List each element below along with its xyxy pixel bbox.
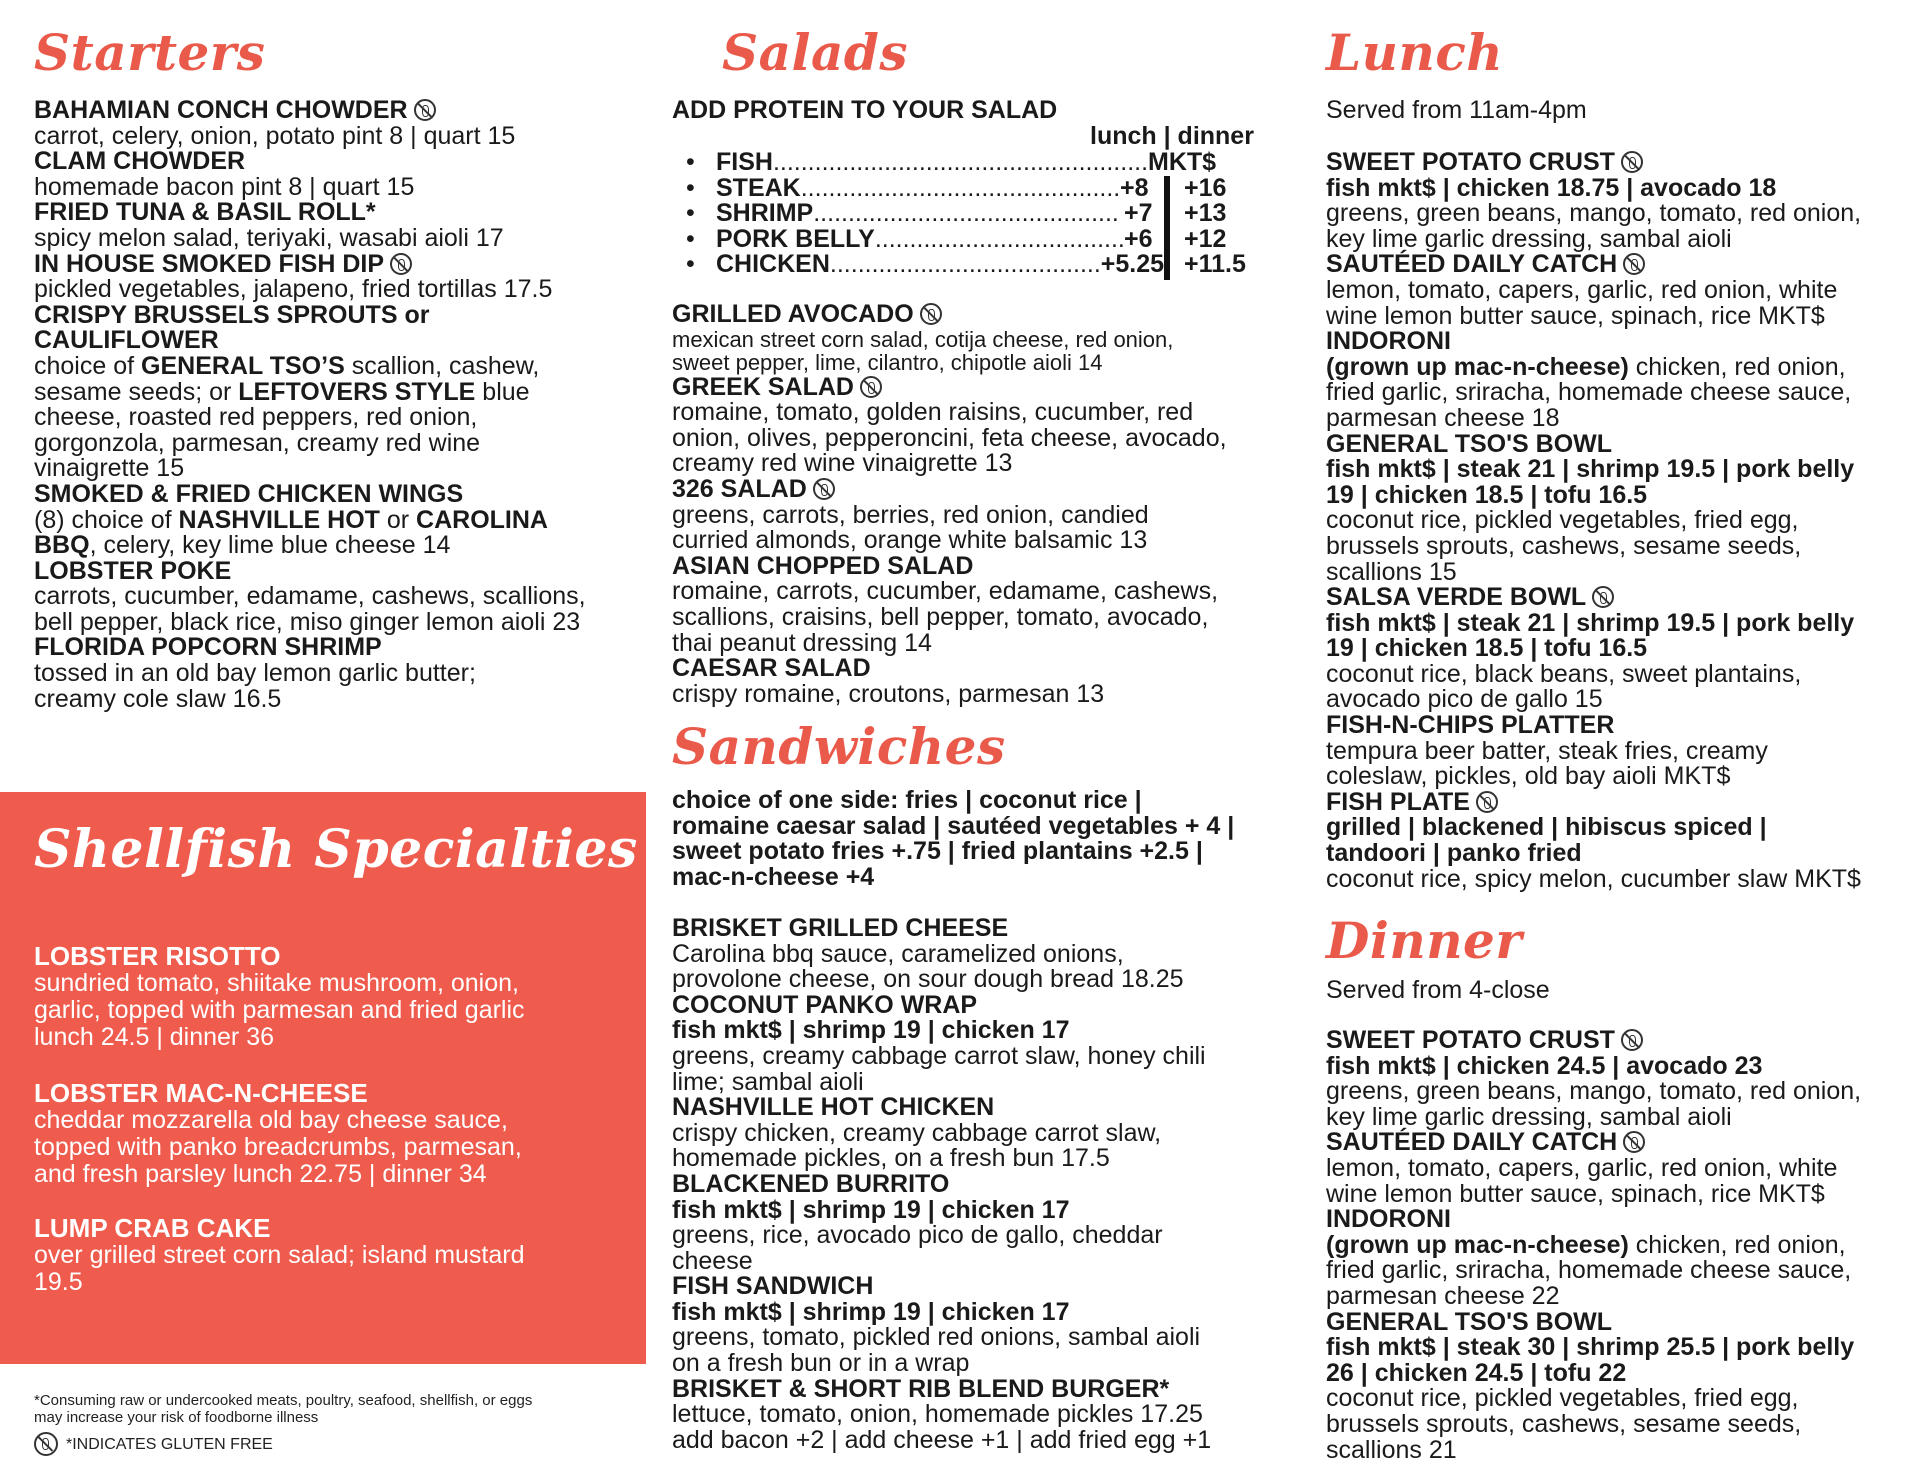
lunch-heading: Lunch	[1326, 23, 1504, 82]
menu-item-desc: romaine, tomato, golden raisins, cucumber, red	[672, 398, 1194, 427]
menu-item-desc: BBQ, celery, key lime blue cheese 14	[34, 531, 451, 560]
menu-item-desc: coconut rice, black beans, sweet plantains,	[1326, 659, 1802, 688]
menu-item-desc: greens, carrots, berries, red onion, candied	[672, 500, 1149, 529]
shellfish-item-desc: and fresh parsley lunch 22.75 | dinner 34	[34, 1160, 487, 1188]
menu-item-desc: greens, tomato, pickled red onions, sambal aioli	[672, 1323, 1201, 1352]
menu-item-desc: add bacon +2 | add cheese +1 | add fried egg +1	[672, 1425, 1212, 1454]
menu-item-desc: lettuce, tomato, onion, homemade pickles 17.25	[672, 1400, 1203, 1429]
menu-item-desc: coleslaw, pickles, old bay aioli MKT$	[1326, 762, 1731, 791]
menu-item-title: BRISKET GRILLED CHEESE	[672, 913, 1009, 942]
disclaimer-line: may increase your risk of foodborne illness	[34, 1409, 319, 1426]
shellfish-item-desc: sundried tomato, shiitake mushroom, onion,	[34, 969, 519, 997]
menu-item-desc: tempura beer batter, steak fries, creamy	[1326, 736, 1768, 765]
shellfish-item-desc: topped with panko breadcrumbs, parmesan,	[34, 1133, 522, 1161]
shellfish-item	[34, 942, 624, 1051]
menu-item-desc: homemade bacon pint 8 | quart 15	[34, 172, 415, 201]
sides-note: mac-n-cheese +4	[672, 862, 875, 891]
menu-item-desc: greens, rice, avocado pico de gallo, cheddar	[672, 1221, 1163, 1250]
protein-row: • PORK BELLY.................................... +6 +12	[672, 227, 1272, 253]
menu-item-desc: homemade pickles, on a fresh bun 17.5	[672, 1144, 1110, 1173]
menu-item-desc: lime; sambal aioli	[672, 1067, 864, 1096]
menu-item-desc: scallions, craisins, bell pepper, tomato, avocado,	[672, 602, 1209, 631]
gluten-free-icon	[1592, 586, 1614, 608]
gluten-free-icon	[414, 99, 436, 121]
menu-item-desc: spicy melon salad, teriyaki, wasabi aioli 17	[34, 223, 504, 252]
menu-item-title: SAUTÉED DAILY CATCH	[1326, 252, 1916, 278]
lunch-served-hours: Served from 11am-4pm	[1326, 96, 1587, 124]
dinner-served-hours: Served from 4-close	[1326, 976, 1550, 1004]
menu-item-title: NASHVILLE HOT CHICKEN	[672, 1093, 995, 1122]
menu-item-desc: gorgonzola, parmesan, creamy red wine	[34, 428, 481, 457]
menu-item-prices: 19 | chicken 18.5 | tofu 16.5	[1326, 634, 1648, 663]
menu-item-title: SMOKED & FRIED CHICKEN WINGS	[34, 479, 464, 508]
menu-item-prices: tandoori | panko fried	[1326, 839, 1582, 868]
menu-item-prices: fish mkt$ | steak 21 | shrimp 19.5 | pork belly	[1326, 608, 1855, 637]
protein-title: ADD PROTEIN TO YOUR SALAD	[672, 96, 1058, 124]
menu-item-prices: fish mkt$ | steak 21 | shrimp 19.5 | pork belly	[1326, 455, 1855, 484]
menu-item-desc: scallions 15	[1326, 557, 1457, 586]
menu-item-title: FISH SANDWICH	[672, 1272, 874, 1301]
gluten-free-icon	[813, 478, 835, 500]
menu-item-title: FISH-N-CHIPS PLATTER	[1326, 711, 1615, 740]
menu-item-title: GENERAL TSO'S BOWL	[1326, 1307, 1613, 1336]
menu-item-desc: tossed in an old bay lemon garlic butter;	[34, 659, 476, 688]
menu-item-desc: creamy cole slaw 16.5	[34, 684, 282, 713]
menu-item-desc: cheese, roasted red peppers, red onion,	[34, 403, 478, 432]
menu-item-desc: cheese	[672, 1246, 753, 1275]
menu-item-title: ASIAN CHOPPED SALAD	[672, 551, 974, 580]
menu-item-desc: fried garlic, sriracha, homemade cheese sauce,	[1326, 378, 1852, 407]
menu-item-title: CRISPY BRUSSELS SPROUTS or	[34, 300, 430, 329]
menu-item-prices: fish mkt$ | chicken 18.75 | avocado 18	[1326, 173, 1777, 202]
sandwiches-list	[672, 788, 1292, 1453]
gluten-free-icon	[1623, 253, 1645, 275]
menu-item-desc: coconut rice, pickled vegetables, fried egg,	[1326, 506, 1799, 535]
shellfish-item-desc: 19.5	[34, 1268, 83, 1296]
menu-item-title: COCONUT PANKO WRAP	[672, 990, 978, 1019]
menu-item-desc: onion, olives, pepperoncini, feta cheese, avocado,	[672, 423, 1227, 452]
menu-item-title: CLAM CHOWDER	[34, 147, 246, 176]
menu-item-title-cont: CAULIFLOWER	[34, 326, 219, 355]
gluten-free-icon	[860, 376, 882, 398]
dinner-heading: Dinner	[1326, 911, 1523, 970]
sides-note: choice of one side: fries | coconut rice |	[672, 786, 1142, 814]
lunch-list	[1326, 150, 1916, 892]
menu-item-desc: curried almonds, orange white balsamic 13	[672, 526, 1148, 555]
sides-note: romaine caesar salad | sautéed vegetables + 4 |	[672, 811, 1235, 840]
menu-item-desc: creamy red wine vinaigrette 13	[672, 449, 1013, 478]
menu-item-desc: (grown up mac-n-cheese) chicken, red onion,	[1326, 1230, 1846, 1259]
menu-item-desc: wine lemon butter sauce, spinach, rice MKT$	[1326, 1179, 1825, 1208]
salads-heading: Salads	[722, 23, 909, 82]
gluten-free-icon	[390, 253, 412, 275]
menu-item-title: SAUTÉED DAILY CATCH	[1326, 1130, 1916, 1156]
menu-item-desc: coconut rice, spicy melon, cucumber slaw MKT$	[1326, 864, 1861, 893]
starters-list	[34, 98, 644, 712]
shellfish-item-title: LOBSTER MAC-N-CHEESE	[34, 1078, 368, 1108]
menu-item-desc: carrot, celery, onion, potato pint 8 | quart 15	[34, 121, 516, 150]
price-divider-bar	[1164, 176, 1170, 280]
shellfish-item-desc: lunch 24.5 | dinner 36	[34, 1023, 275, 1051]
menu-item-title: FLORIDA POPCORN SHRIMP	[34, 633, 382, 662]
menu-item-title: INDORONI	[1326, 327, 1451, 356]
protein-row: • SHRIMP............................................ +7 +13	[672, 201, 1272, 227]
menu-item-desc: romaine, carrots, cucumber, edamame, cashews,	[672, 577, 1219, 606]
shellfish-item-title: LUMP CRAB CAKE	[34, 1213, 271, 1243]
menu-item-desc: lemon, tomato, capers, garlic, red onion, white	[1326, 275, 1838, 304]
menu-item-desc: lemon, tomato, capers, garlic, red onion, white	[1326, 1153, 1838, 1182]
menu-item-desc: on a fresh bun or in a wrap	[672, 1349, 970, 1378]
menu-item-desc: crispy romaine, croutons, parmesan 13	[672, 679, 1105, 708]
menu-item-title: IN HOUSE SMOKED FISH DIP	[34, 252, 644, 278]
protein-row: • FISH......................................................MKT$	[672, 150, 1272, 176]
menu-item-title: LOBSTER POKE	[34, 556, 232, 585]
gluten-free-icon	[920, 303, 942, 325]
menu-item-title: SWEET POTATO CRUST	[1326, 150, 1916, 176]
menu-item-desc: avocado pico de gallo 15	[1326, 685, 1603, 714]
menu-item-title: BLACKENED BURRITO	[672, 1169, 950, 1198]
shellfish-item-title: LOBSTER RISOTTO	[34, 941, 281, 971]
menu-item-desc: greens, green beans, mango, tomato, red onion,	[1326, 1077, 1862, 1106]
shellfish-heading: Shellfish Specialties	[34, 819, 638, 880]
menu-item-desc: (grown up mac-n-cheese) chicken, red onion,	[1326, 352, 1846, 381]
menu-item-desc: scallions 21	[1326, 1435, 1457, 1464]
menu-item-prices: fish mkt$ | shrimp 19 | chicken 17	[672, 1195, 1070, 1224]
gluten-free-legend: *INDICATES GLUTEN FREE	[34, 1432, 273, 1456]
menu-item-title: SALSA VERDE BOWL	[1326, 585, 1916, 611]
menu-item-title: FISH PLATE	[1326, 790, 1916, 816]
disclaimer-line: *Consuming raw or undercooked meats, poultry, seafood, shellfish, or eggs	[34, 1392, 533, 1409]
menu-item-prices: fish mkt$ | shrimp 19 | chicken 17	[672, 1297, 1070, 1326]
dinner-list	[1326, 1028, 1916, 1463]
menu-item-desc: thai peanut dressing 14	[672, 628, 932, 657]
menu-item-prices: 26 | chicken 24.5 | tofu 22	[1326, 1358, 1627, 1387]
shellfish-specialties-box	[0, 792, 646, 1364]
menu-item-title: GREEK SALAD	[672, 375, 1292, 401]
menu-item-prices: grilled | blackened | hibiscus spiced |	[1326, 813, 1767, 842]
menu-item-title: SWEET POTATO CRUST	[1326, 1028, 1916, 1054]
menu-item-title: BAHAMIAN CONCH CHOWDER	[34, 98, 644, 124]
menu-item-desc: coconut rice, pickled vegetables, fried egg,	[1326, 1384, 1799, 1413]
shellfish-item-desc: garlic, topped with parmesan and fried garlic	[34, 996, 525, 1024]
menu-item-title: GRILLED AVOCADO	[672, 302, 1292, 328]
menu-item-desc: pickled vegetables, jalapeno, fried tortillas 17.5	[34, 275, 553, 304]
protein-row: • CHICKEN.......................................+5.25 +11.5	[672, 252, 1272, 278]
menu-item-desc: choice of GENERAL TSO’S scallion, cashew,	[34, 351, 540, 380]
menu-item-desc: Carolina bbq sauce, caramelized onions,	[672, 939, 1124, 968]
gluten-free-icon	[1621, 151, 1643, 173]
menu-item-desc: greens, creamy cabbage carrot slaw, honey chili	[672, 1041, 1206, 1070]
menu-item-desc: crispy chicken, creamy cabbage carrot slaw,	[672, 1118, 1162, 1147]
menu-item-desc: mexican street corn salad, cotija cheese, red onion,	[672, 326, 1174, 352]
menu-item-desc: bell pepper, black rice, miso ginger lemon aioli 23	[34, 607, 581, 636]
menu-item-title: INDORONI	[1326, 1205, 1451, 1234]
menu-item-desc: parmesan cheese 22	[1326, 1281, 1560, 1310]
menu-item-prices: fish mkt$ | chicken 24.5 | avocado 23	[1326, 1051, 1763, 1080]
menu-item-desc: parmesan cheese 18	[1326, 403, 1560, 432]
menu-item-desc: carrots, cucumber, edamame, cashews, scallions,	[34, 582, 586, 611]
menu-item-title: 326 SALAD	[672, 477, 1292, 503]
menu-item-desc: vinaigrette 15	[34, 454, 185, 483]
sandwiches-heading: Sandwiches	[672, 717, 1006, 776]
protein-row: • STEAK.............................................. +8 +16	[672, 176, 1272, 202]
menu-item-desc: key lime garlic dressing, sambal aioli	[1326, 1102, 1732, 1131]
menu-item-prices: fish mkt$ | steak 30 | shrimp 25.5 | pork belly	[1326, 1333, 1855, 1362]
menu-item-desc: greens, green beans, mango, tomato, red onion,	[1326, 199, 1862, 228]
gluten-free-icon	[1476, 791, 1498, 813]
gluten-free-icon	[1623, 1131, 1645, 1153]
menu-item-desc: brussels sprouts, cashews, sesame seeds,	[1326, 531, 1802, 560]
menu-item-prices: 19 | chicken 18.5 | tofu 16.5	[1326, 480, 1648, 509]
gluten-free-icon	[34, 1432, 58, 1456]
menu-item-desc: wine lemon butter sauce, spinach, rice MKT$	[1326, 301, 1825, 330]
protein-list	[672, 150, 1272, 278]
shellfish-item	[34, 1079, 624, 1188]
menu-item-title: BRISKET & SHORT RIB BLEND BURGER*	[672, 1374, 1170, 1403]
menu-item-desc: (8) choice of NASHVILLE HOT or CAROLINA	[34, 505, 548, 534]
menu-item-title: FRIED TUNA & BASIL ROLL*	[34, 198, 376, 227]
menu-item-prices: fish mkt$ | shrimp 19 | chicken 17	[672, 1016, 1070, 1045]
starters-heading: Starters	[34, 23, 266, 82]
protein-price-header: lunch | dinner	[1090, 122, 1254, 150]
shellfish-item-desc: over grilled street corn salad; island mustard	[34, 1241, 525, 1269]
menu-item-desc: key lime garlic dressing, sambal aioli	[1326, 224, 1732, 253]
menu-item-desc: brussels sprouts, cashews, sesame seeds,	[1326, 1409, 1802, 1438]
gluten-free-icon	[1621, 1029, 1643, 1051]
menu-item-title: CAESAR SALAD	[672, 654, 871, 683]
shellfish-item-desc: cheddar mozzarella old bay cheese sauce,	[34, 1106, 508, 1134]
salads-list	[672, 302, 1292, 707]
menu-item-desc: provolone cheese, on sour dough bread 18.25	[672, 965, 1184, 994]
sides-note: sweet potato fries +.75 | fried plantains +2.5 |	[672, 837, 1203, 866]
shellfish-item	[34, 1214, 624, 1296]
raw-food-disclaimer	[34, 1392, 634, 1426]
menu-item-desc: sesame seeds; or LEFTOVERS STYLE blue	[34, 377, 530, 406]
menu-item-desc: sweet pepper, lime, cilantro, chipotle aioli 14	[672, 350, 1103, 376]
menu-item-title: GENERAL TSO'S BOWL	[1326, 429, 1613, 458]
menu-item-desc: fried garlic, sriracha, homemade cheese sauce,	[1326, 1256, 1852, 1285]
